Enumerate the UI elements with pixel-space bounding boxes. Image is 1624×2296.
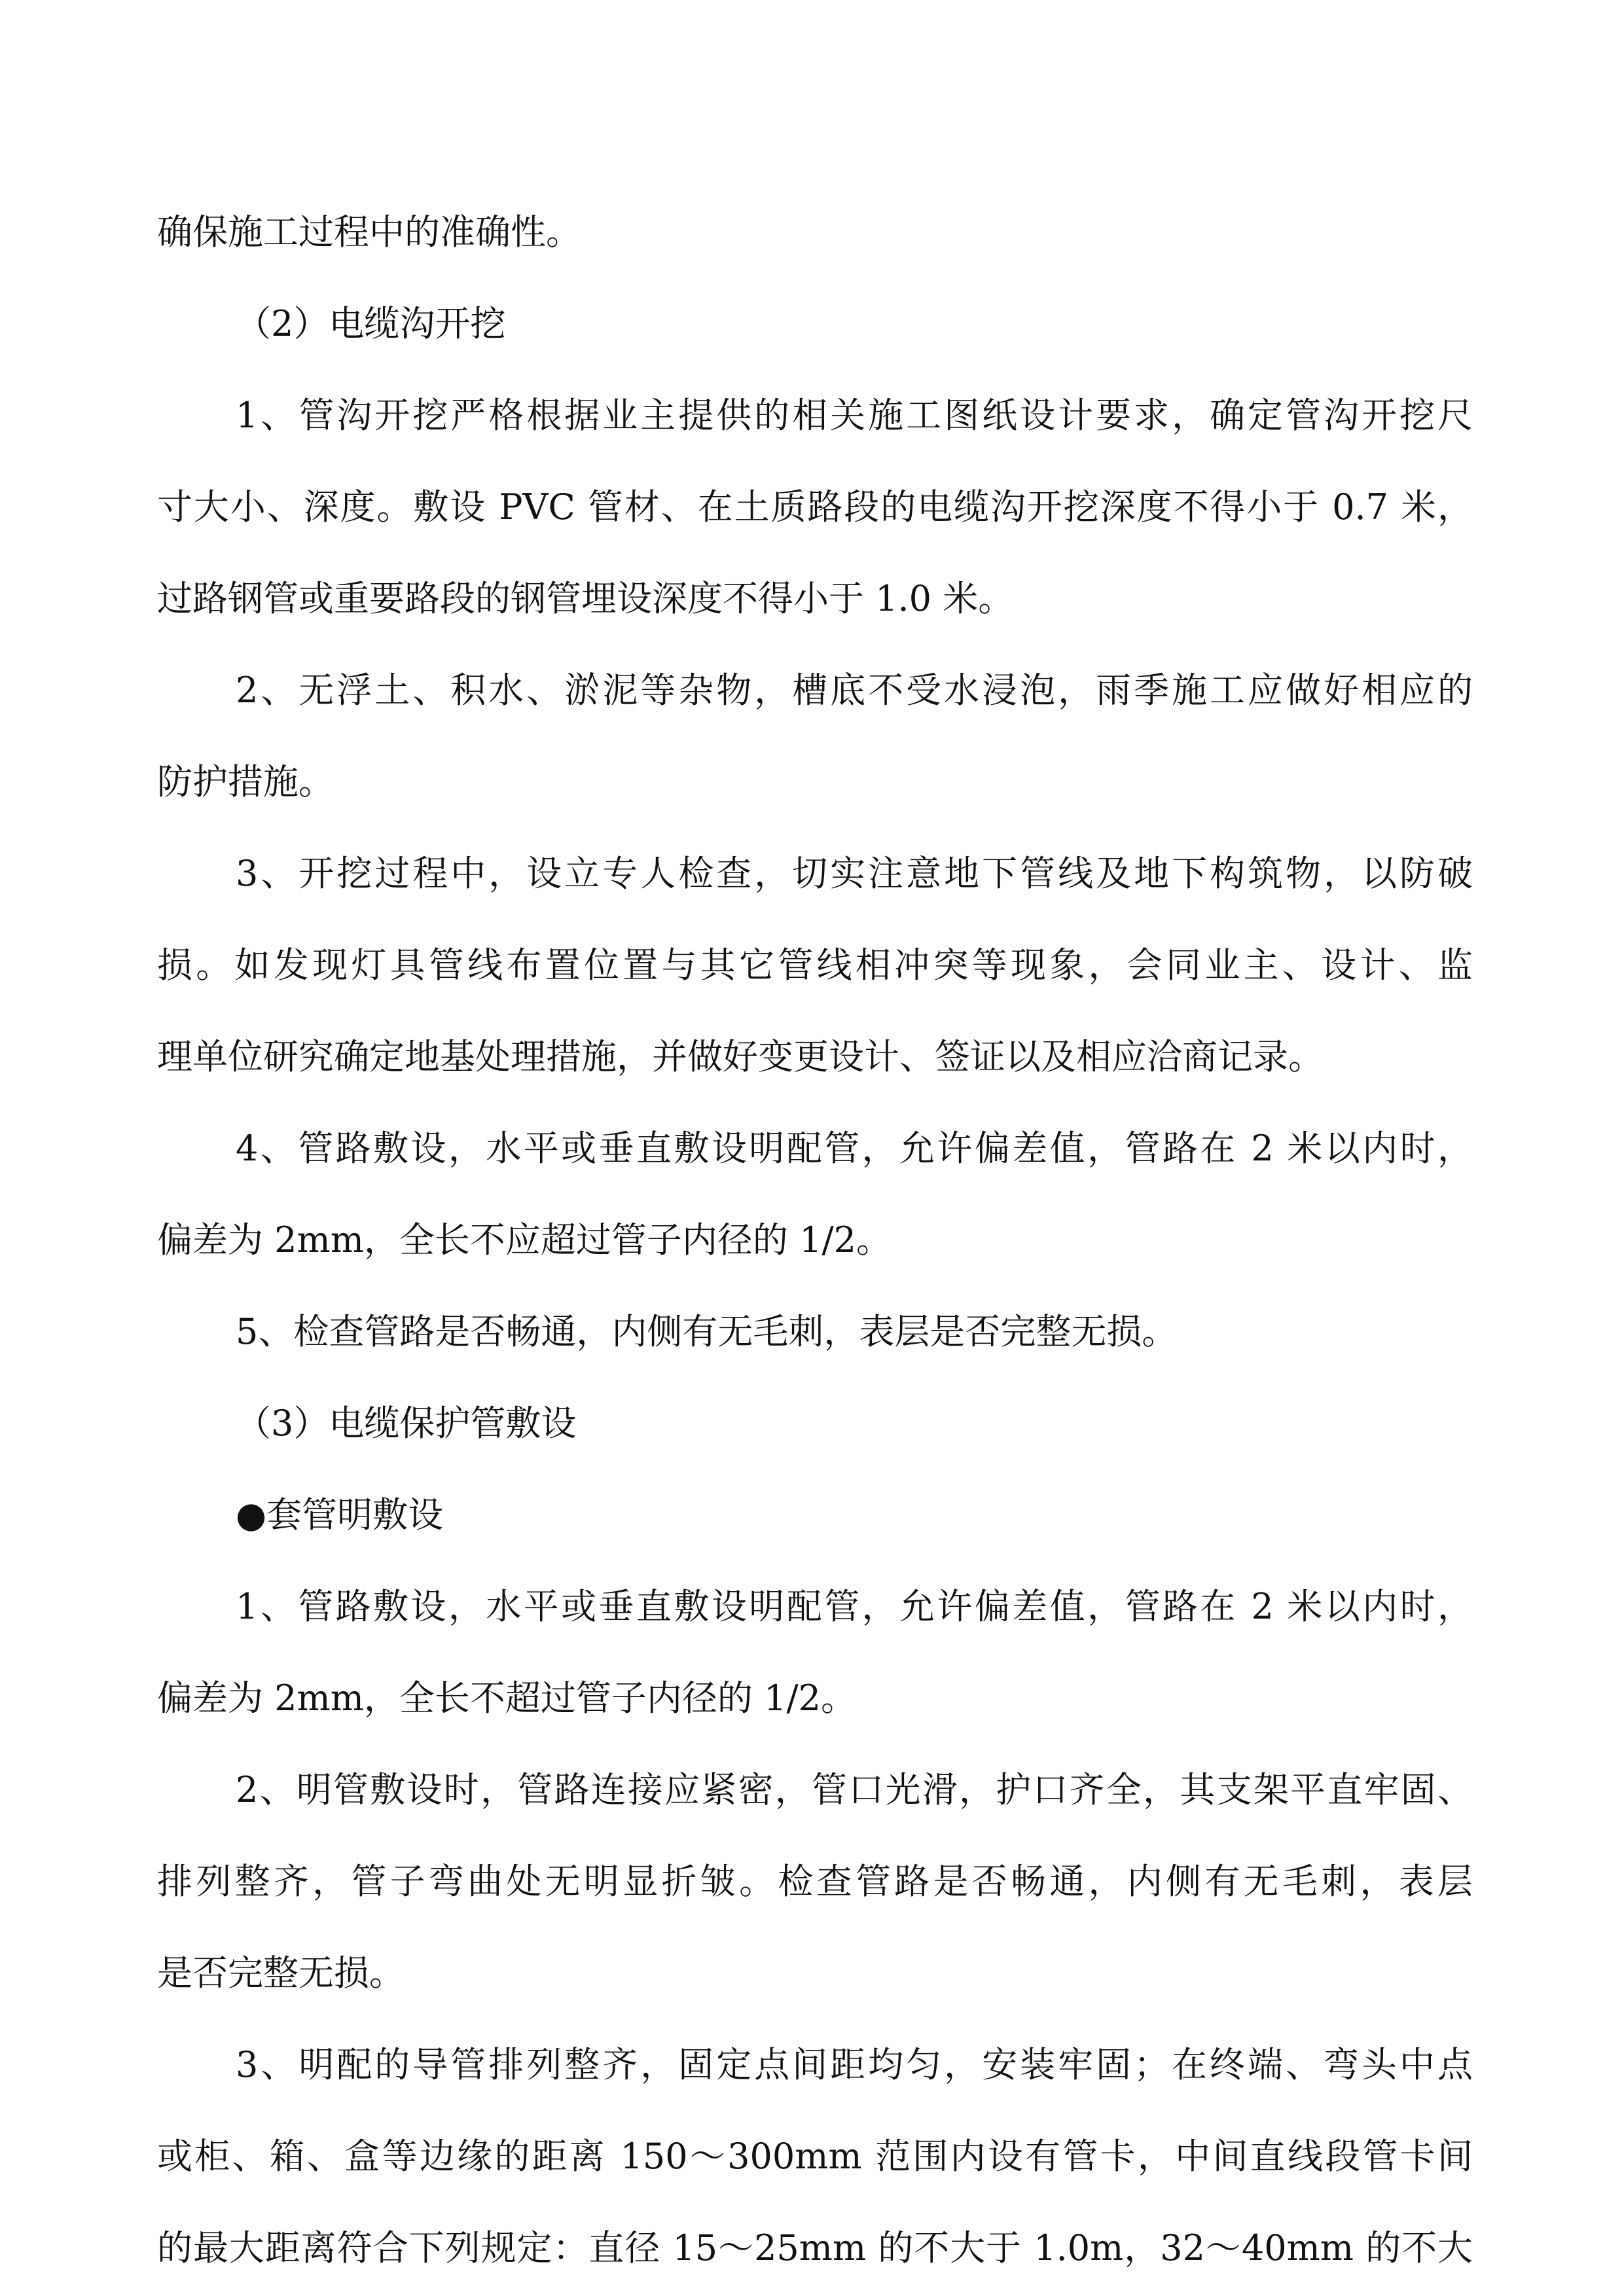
text-line-11: 4、管路敷设，水平或垂直敷设明配管，允许偏差值，管路在 2 米以内时， bbox=[236, 1128, 1473, 1169]
text-line-6: 2、无浮土、积水、淤泥等杂物，槽底不受水浸泡，雨季施工应做好相应的 bbox=[236, 670, 1473, 711]
text-line-8: 3、开挖过程中，设立专人检查，切实注意地下管线及地下构筑物，以防破 bbox=[236, 853, 1473, 894]
text-line-18: 2、明管敷设时，管路连接应紧密，管口光滑，护口齐全，其支架平直牢固、 bbox=[236, 1769, 1473, 1810]
text-line-3: 1、管沟开挖严格根据业主提供的相关施工图纸设计要求，确定管沟开挖尺 bbox=[236, 395, 1473, 436]
text-line-19: 排列整齐，管子弯曲处无明显折皱。检查管路是否畅通，内侧有无毛刺，表层 bbox=[157, 1861, 1473, 1902]
text-line-7: 防护措施。 bbox=[157, 761, 334, 802]
section-heading-protection-pipe: （3）电缆保护管敷设 bbox=[236, 1403, 577, 1444]
text-line-4: 寸大小、深度。敷设 PVC 管材、在土质路段的电缆沟开挖深度不得小于 0.7 米， bbox=[157, 486, 1473, 528]
text-line-12: 偏差为 2mm，全长不应超过管子内径的 1/2。 bbox=[157, 1219, 892, 1261]
bullet-heading-exposed-sleeve: ●套管明敷设 bbox=[236, 1494, 444, 1535]
text-line-22: 或柜、箱、盒等边缘的距离 150～300mm 范围内设有管卡，中间直线段管卡间 bbox=[157, 2136, 1473, 2177]
text-line-1: 确保施工过程中的准确性。 bbox=[157, 211, 581, 253]
text-line-20: 是否完整无损。 bbox=[157, 1952, 405, 1994]
section-heading-trench-excavation: （2）电缆沟开挖 bbox=[236, 303, 506, 344]
text-line-9: 损。如发现灯具管线布置位置与其它管线相冲突等现象，会同业主、设计、监 bbox=[157, 944, 1473, 986]
text-line-13: 5、检查管路是否畅通，内侧有无毛刺，表层是否完整无损。 bbox=[236, 1311, 1178, 1352]
text-line-16: 1、管路敷设，水平或垂直敷设明配管，允许偏差值，管路在 2 米以内时， bbox=[236, 1586, 1473, 1627]
text-line-23: 的最大距离符合下列规定：直径 15～25mm 的不大于 1.0m，32～40mm 的不大 bbox=[157, 2227, 1473, 2269]
text-line-17: 偏差为 2mm，全长不超过管子内径的 1/2。 bbox=[157, 1677, 857, 1719]
text-line-5: 过路钢管或重要路段的钢管埋设深度不得小于 1.0 米。 bbox=[157, 578, 1014, 619]
text-line-21: 3、明配的导管排列整齐，固定点间距均匀，安装牢固；在终端、弯头中点 bbox=[236, 2044, 1473, 2085]
text-line-10: 理单位研究确定地基处理措施，并做好变更设计、签证以及相应洽商记录。 bbox=[157, 1036, 1324, 1077]
